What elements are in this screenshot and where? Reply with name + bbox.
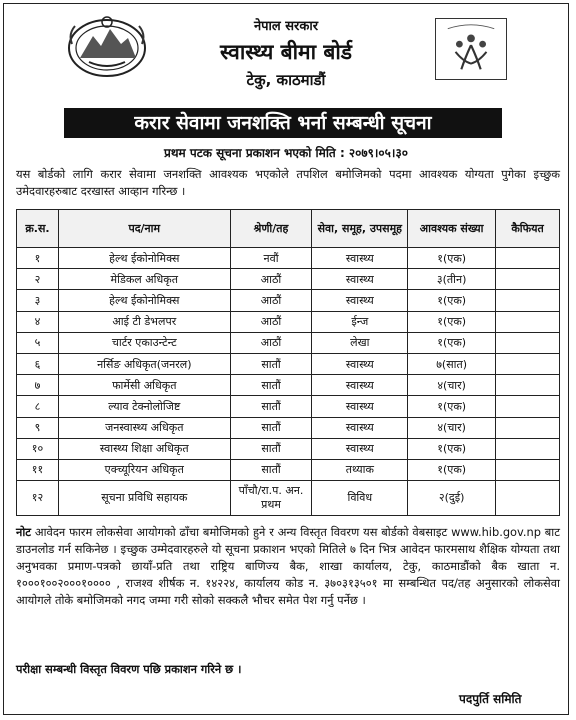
- cell-count: ३(तीन): [408, 269, 496, 290]
- insurance-board-logo-icon: [435, 18, 507, 80]
- column-header-remarks: कैफियत: [496, 210, 560, 248]
- cell-count: ४(चार): [408, 417, 496, 438]
- cell-service: ईन्ज: [312, 311, 408, 332]
- cell-remarks: [496, 438, 560, 459]
- cell-level: आठौं: [230, 290, 312, 311]
- cell-serial: ४: [17, 311, 59, 332]
- header: [4, 4, 568, 108]
- cell-remarks: [496, 269, 560, 290]
- cell-level: आठौं: [230, 311, 312, 332]
- vacancy-table: [16, 209, 560, 516]
- office-location: टेकु, काठमाडौं: [246, 71, 326, 89]
- cell-remarks: [496, 417, 560, 438]
- cell-count: २(दुई): [408, 481, 496, 516]
- cell-count: १(एक): [408, 459, 496, 480]
- table-row: [17, 375, 560, 396]
- table-row: [17, 438, 560, 459]
- cell-post: मेडिकल अधिकृत: [58, 269, 230, 290]
- cell-serial: ७: [17, 375, 59, 396]
- cell-remarks: [496, 375, 560, 396]
- table-header-row: [17, 210, 560, 248]
- cell-remarks: [496, 353, 560, 374]
- cell-service: स्वास्थ्य: [312, 353, 408, 374]
- cell-serial: ६: [17, 353, 59, 374]
- table-row: [17, 290, 560, 311]
- cell-level: सातौं: [230, 438, 312, 459]
- cell-level: सातौं: [230, 353, 312, 374]
- cell-level: आठौं: [230, 269, 312, 290]
- column-header-serial: क्र.स.: [17, 210, 59, 248]
- column-header-count: आवश्यक संख्या: [408, 210, 496, 248]
- cell-remarks: [496, 481, 560, 516]
- cell-service: स्वास्थ्य: [312, 269, 408, 290]
- cell-serial: २: [17, 269, 59, 290]
- publication-date: प्रथम पटक सूचना प्रकाशन भएको मिति : २०७९।०५।३०: [164, 146, 408, 160]
- cell-remarks: [496, 311, 560, 332]
- cell-serial: ८: [17, 396, 59, 417]
- cell-service: तथ्याक: [312, 459, 408, 480]
- cell-post: एक्च्यूरियन अधिकृत: [58, 459, 230, 480]
- cell-count: ४(चार): [408, 375, 496, 396]
- table-row: [17, 332, 560, 353]
- cell-level: पाँचौ/रा.प. अन. प्रथम: [230, 481, 312, 516]
- government-name: नेपाल सरकार: [253, 19, 319, 34]
- intro-paragraph: यस बोर्डको लागि करार सेवामा जनशक्ति आवश्यक भएकोले तपशिल बमोजिमको पदमा आवश्यक योग्यता पुगेका इच्छुक उमेदवारहरुबाट दरखास्त आव्हान गरिन्छ ।: [16, 167, 560, 198]
- notice-page: [3, 3, 569, 715]
- table-row: [17, 269, 560, 290]
- column-header-service: सेवा, समूह, उपसमूह: [312, 210, 408, 248]
- cell-post: फार्मेसी अधिकृत: [58, 375, 230, 396]
- exam-notice: परीक्षा सम्बन्धी विस्तृत विवरण पछि प्रकाशन गरिने छ ।: [16, 662, 242, 676]
- cell-post: हेल्थ ईकोनोमिक्स: [58, 248, 230, 269]
- cell-remarks: [496, 290, 560, 311]
- cell-level: आठौं: [230, 332, 312, 353]
- note-text: आवेदन फारम लोकसेवा आयोगको ढाँचा बमोजिमको हुने र अन्य विस्तृत विवरण यस बोर्डको वेबसाइट www.hib.gov.np बाट डाउनलोड गर्न सकिनेछ । इच्छुक उम्मेदवारहरुले यो सूचना प्रकाशन भएको मितिले ७ दिन भित्र आवेदन फारमसाथ शैक्षिक योग्यता तथा अनुभवका प्रमाण-पत्रको छायाँ-प्रति तथा राष्ट्रिय बाणिज्य बैक, शाखा कार्यालय, टेकु, काठमाडौंको बैक खाता न. १०००१००२०००१०००० , राजश्व शीर्षक न. १४२२४, कार्यालय कोड न. ३७०३१३५०१ मा सम्बन्धित पद/तह अनुसारको लोकसेवा आयोगले तोके बमोजिमको नगद जम्मा गरी सोको सक्कलै भौचर समेत पेश गर्नु पर्नेछ ।: [16, 525, 560, 607]
- cell-service: स्वास्थ्य: [312, 417, 408, 438]
- cell-service: स्वास्थ्य: [312, 438, 408, 459]
- cell-level: सातौं: [230, 417, 312, 438]
- cell-serial: ९: [17, 417, 59, 438]
- table-row: [17, 396, 560, 417]
- cell-service: स्वास्थ्य: [312, 396, 408, 417]
- cell-count: १(एक): [408, 290, 496, 311]
- cell-count: ७(सात): [408, 353, 496, 374]
- cell-service: स्वास्थ्य: [312, 375, 408, 396]
- cell-count: १(एक): [408, 438, 496, 459]
- cell-remarks: [496, 332, 560, 353]
- cell-count: १(एक): [408, 311, 496, 332]
- board-name: स्वास्थ्य बीमा बोर्ड: [219, 40, 353, 64]
- table-row: [17, 481, 560, 516]
- table-row: [17, 353, 560, 374]
- cell-remarks: [496, 396, 560, 417]
- column-header-level: श्रेणी/तह: [230, 210, 312, 248]
- cell-level: सातौं: [230, 375, 312, 396]
- cell-count: १(एक): [408, 396, 496, 417]
- cell-level: सातौं: [230, 459, 312, 480]
- cell-count: १(एक): [408, 332, 496, 353]
- column-header-post: पद/नाम: [58, 210, 230, 248]
- issuing-committee: पदपुर्ति समिति: [459, 692, 522, 706]
- table-row: [17, 248, 560, 269]
- cell-remarks: [496, 459, 560, 480]
- table-row: [17, 311, 560, 332]
- cell-level: सातौं: [230, 396, 312, 417]
- note-paragraph: [16, 524, 560, 609]
- cell-service: स्वास्थ्य: [312, 248, 408, 269]
- notice-title-banner: करार सेवामा जनशक्ति भर्ना सम्बन्धी सूचना: [64, 108, 502, 138]
- cell-post: ल्याव टेक्नोलोजिष्ट: [58, 396, 230, 417]
- cell-service: विविध: [312, 481, 408, 516]
- note-label: नोट: [16, 525, 32, 539]
- table-row: [17, 459, 560, 480]
- cell-post: स्वास्थ्य शिक्षा अधिकृत: [58, 438, 230, 459]
- cell-serial: ५: [17, 332, 59, 353]
- cell-serial: ३: [17, 290, 59, 311]
- cell-service: लेखा: [312, 332, 408, 353]
- cell-remarks: [496, 248, 560, 269]
- cell-post: जनस्वास्थ्य अधिकृत: [58, 417, 230, 438]
- cell-count: १(एक): [408, 248, 496, 269]
- cell-serial: १२: [17, 481, 59, 516]
- cell-post: नर्सिङ अधिकृत(जनरल): [58, 353, 230, 374]
- cell-service: स्वास्थ्य: [312, 290, 408, 311]
- cell-serial: १: [17, 248, 59, 269]
- cell-serial: १०: [17, 438, 59, 459]
- cell-post: चार्टर एकाउन्टेन्ट: [58, 332, 230, 353]
- table-row: [17, 417, 560, 438]
- cell-serial: ११: [17, 459, 59, 480]
- cell-post: सूचना प्रविधि सहायक: [58, 481, 230, 516]
- cell-post: हेल्थ ईकोनोमिक्स: [58, 290, 230, 311]
- cell-level: नवौं: [230, 248, 312, 269]
- cell-post: आई टी डेभलपर: [58, 311, 230, 332]
